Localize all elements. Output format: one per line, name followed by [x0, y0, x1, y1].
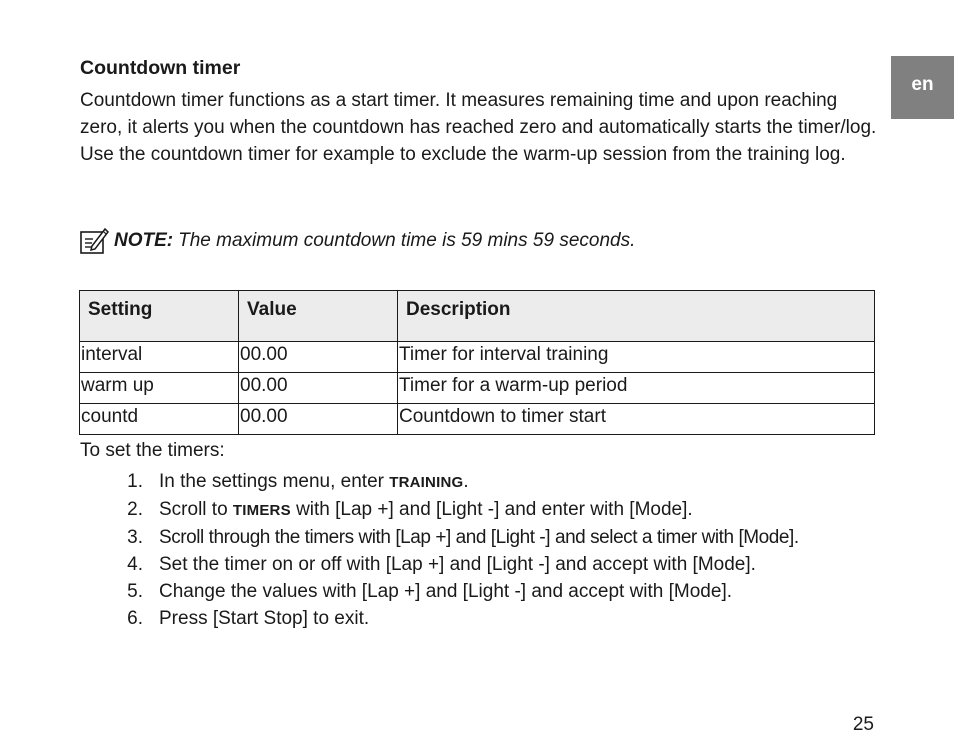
list-item	[80, 578, 799, 605]
steps-list	[80, 468, 799, 632]
language-tab: en	[891, 56, 954, 119]
cell-setting: interval	[80, 342, 239, 373]
step-number: 4.	[127, 554, 143, 575]
step-number: 5.	[127, 581, 143, 602]
header-description: Description	[398, 291, 875, 342]
menu-code: TIMERS	[232, 502, 291, 519]
cell-value: 00.00	[239, 373, 398, 404]
timer-settings-table	[79, 290, 875, 435]
list-item	[80, 468, 799, 496]
table-header-row	[80, 291, 875, 342]
step-number: 2.	[127, 499, 143, 520]
step-number: 3.	[127, 527, 143, 548]
cell-description: Timer for interval training	[398, 342, 875, 373]
step-text: Press [Start Stop] to exit.	[159, 608, 370, 629]
list-item	[80, 605, 799, 632]
cell-value: 00.00	[239, 342, 398, 373]
intro-paragraph: Countdown timer functions as a start timer. It measures remaining time and upon reaching zero, it alerts you when the countdown has reached zero and automatically starts the timer/log. Use the countdown timer for example to exclude the warm-up session from the training log.	[80, 90, 877, 165]
list-item	[80, 551, 799, 578]
cell-description: Countdown to timer start	[398, 404, 875, 435]
note-pencil-icon	[80, 226, 110, 256]
menu-code: TRAINING	[389, 474, 464, 491]
step-number: 1.	[127, 471, 143, 492]
table-row	[80, 342, 875, 373]
page-number: 25	[852, 714, 874, 735]
step-text: In the settings menu, enter TRAINING.	[159, 471, 469, 492]
note-text: The maximum countdown time is 59 mins 59 seconds.	[178, 230, 636, 251]
step-text: Scroll to TIMERS with [Lap +] and [Light -] and enter with [Mode].	[159, 499, 693, 520]
step-text: Set the timer on or off with [Lap +] and [Light -] and accept with [Mode].	[159, 554, 756, 575]
cell-value: 00.00	[239, 404, 398, 435]
cell-setting: warm up	[80, 373, 239, 404]
step-text: Change the values with [Lap +] and [Light -] and accept with [Mode].	[159, 581, 732, 602]
cell-setting: countd	[80, 404, 239, 435]
header-setting: Setting	[80, 291, 239, 342]
table-row	[80, 404, 875, 435]
cell-description: Timer for a warm-up period	[398, 373, 875, 404]
note-label: NOTE:	[114, 230, 174, 251]
section-title: Countdown timer	[80, 57, 241, 79]
header-value: Value	[239, 291, 398, 342]
table-row	[80, 373, 875, 404]
note	[80, 226, 635, 256]
step-number: 6.	[127, 608, 143, 629]
list-item	[80, 496, 799, 524]
steps-intro: To set the timers:	[80, 440, 225, 461]
step-text: Scroll through the timers with [Lap +] and [Light -] and select a timer with [Mode].	[159, 527, 799, 548]
list-item	[80, 524, 799, 551]
